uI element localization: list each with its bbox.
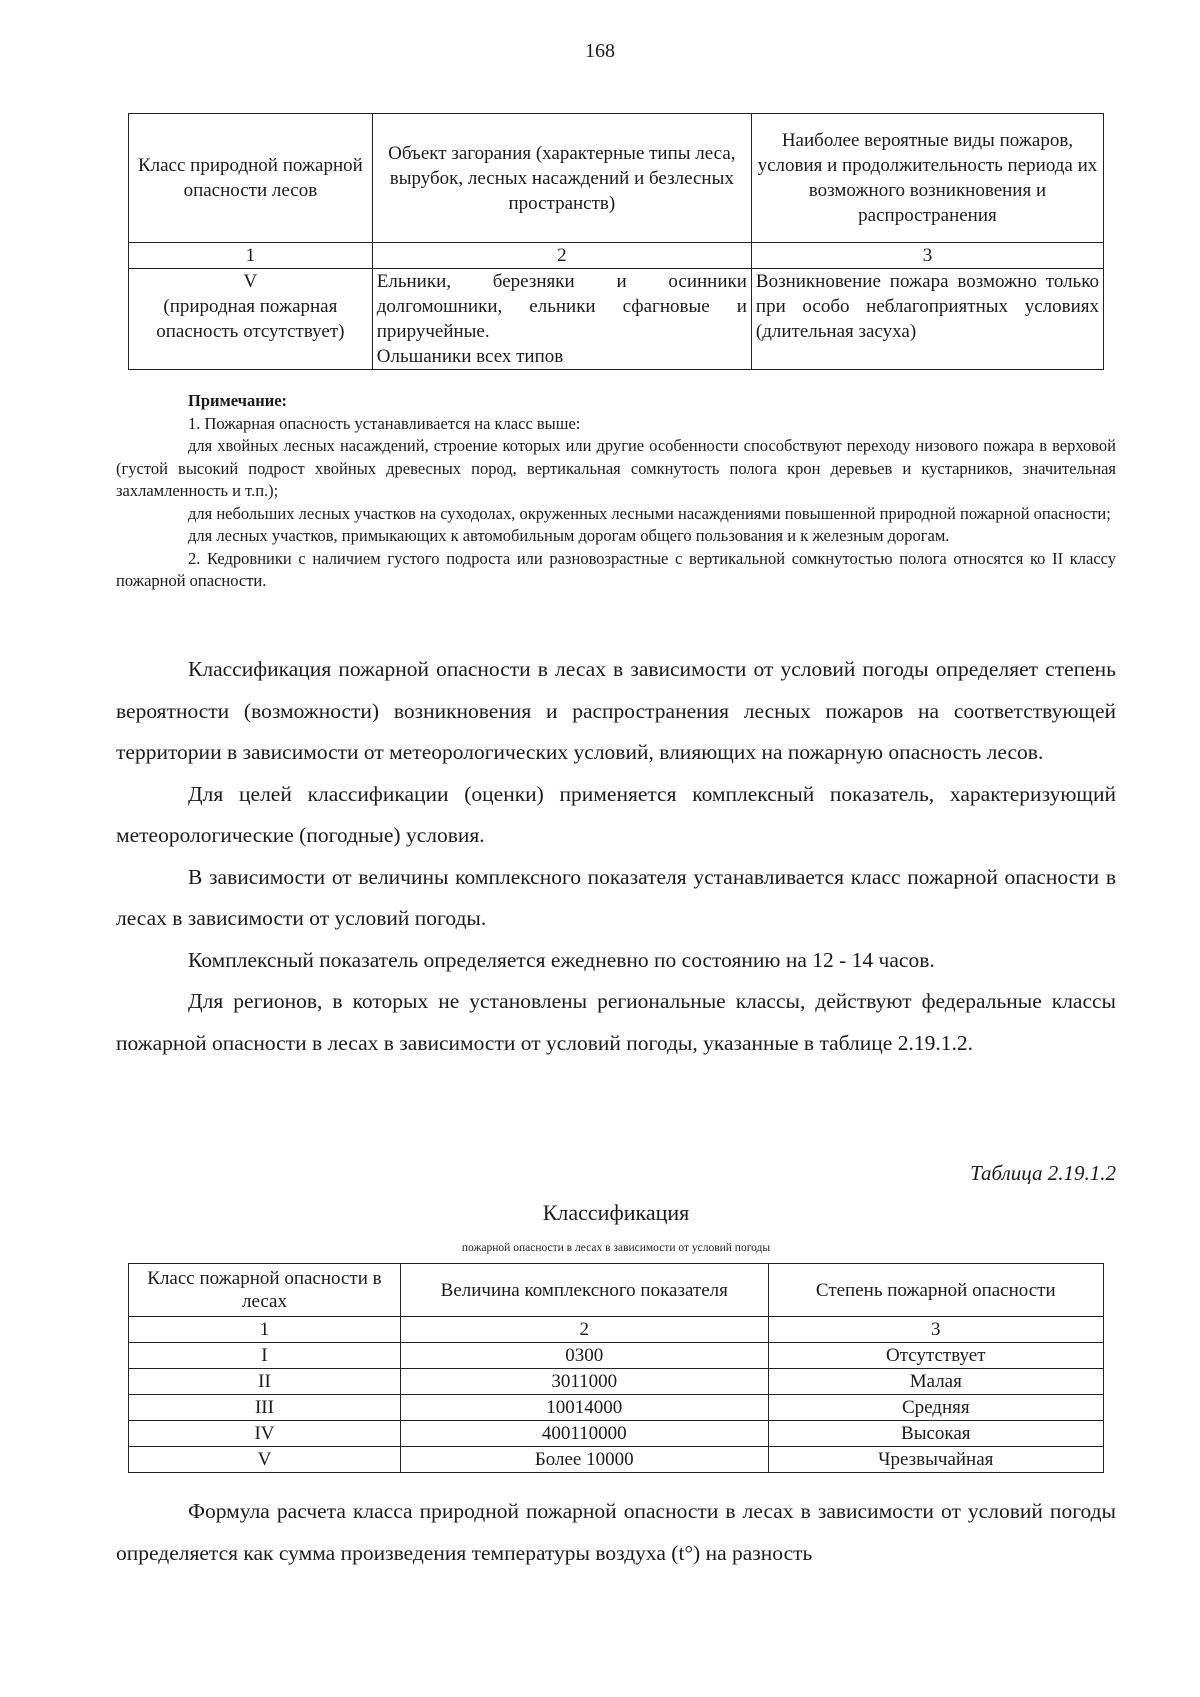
- table-caption: Таблица 2.19.1.2: [970, 1161, 1116, 1185]
- table-row: [129, 269, 1104, 370]
- table-row: [129, 1421, 1104, 1447]
- header-cell: Класс пожарной опасности в лесах: [129, 1264, 401, 1317]
- class-cell: IV: [129, 1421, 401, 1447]
- conditions-cell: Возникновение пожара возможно только при особо неблагоприятных условиях (длительная засуха): [751, 269, 1103, 370]
- column-number: 1: [129, 243, 373, 269]
- column-number: 2: [372, 243, 751, 269]
- class-numeral: V: [243, 271, 258, 292]
- paragraph: Для регионов, в которых не установлены региональные классы, действуют федеральные классы пожарной опасности в лесах в зависимости от условий погоды, указанные в таблице 2.19.1.2.: [116, 989, 1116, 1055]
- table-number-row: [129, 1317, 1104, 1343]
- value-cell: 3011000: [400, 1369, 768, 1395]
- weather-fire-class-table: [128, 1263, 1104, 1473]
- note-item: для хвойных лесных насаждений, строение которых или другие особенности способствуют переходу низового пожара в верховой (густой высокий подрост хвойных древесных пород, вертикальная сомкнутость полога крон деревьев и кустарников, значительная захламленность и т.п.);: [116, 436, 1116, 500]
- object-text-2: Ольшаники всех типов: [376, 346, 564, 367]
- degree-cell: Средняя: [768, 1395, 1103, 1421]
- value-cell: Более 10000: [400, 1447, 768, 1473]
- header-cell: Величина комплексного показателя: [400, 1264, 768, 1317]
- column-number: 3: [751, 243, 1103, 269]
- class-description: (природная пожарная опасность отсутствует): [156, 296, 345, 342]
- class-cell: V: [129, 1447, 401, 1473]
- paragraph: Для целей классификации (оценки) применяется комплексный показатель, характеризующий метеорологические (погодные) условия.: [116, 781, 1116, 847]
- value-cell: 10014000: [400, 1395, 768, 1421]
- value-cell: 0300: [400, 1343, 768, 1369]
- paragraph: Классификация пожарной опасности в лесах в зависимости от условий погоды определяет степень вероятности (возможности) возникновения и распространения лесных пожаров на соответствующей территории в зависимости от метеорологических условий, влияющих на пожарную опасность лесов.: [116, 657, 1116, 764]
- fire-class-table: [128, 113, 1104, 370]
- note-title: Примечание:: [188, 391, 288, 410]
- header-cell: Объект загорания (характерные типы леса, вырубок, лесных насаждений и безлесных пространств): [372, 114, 751, 243]
- table-row: [129, 1447, 1104, 1473]
- column-number: 1: [129, 1317, 401, 1343]
- final-text: [116, 1491, 1116, 1574]
- column-number: 3: [768, 1317, 1103, 1343]
- header-cell: Наиболее вероятные виды пожаров, условия и продолжительность периода их возможного возникновения и распространения: [751, 114, 1103, 243]
- table-row: [129, 1369, 1104, 1395]
- note-item: 2. Кедровники с наличием густого подроста или разновозрастные с вертикальной сомкнутостью полога относятся ко II классу пожарной опасности.: [116, 548, 1116, 590]
- table-header-row: [129, 114, 1104, 243]
- table-title: Классификация: [542, 1200, 690, 1225]
- table-header-row: [129, 1264, 1104, 1317]
- object-text: Ельники, березняки и осинники долгомошники, ельники сфагновые и приручейные.: [376, 271, 747, 342]
- class-cell: [129, 269, 373, 370]
- header-cell: Степень пожарной опасности: [768, 1264, 1103, 1317]
- table-subtitle: пожарной опасности в лесах в зависимости от условий погоды: [461, 1242, 771, 1254]
- object-cell: [372, 269, 751, 370]
- class-cell: III: [129, 1395, 401, 1421]
- table-row: [129, 1343, 1104, 1369]
- table-number-row: [129, 243, 1104, 269]
- degree-cell: Отсутствует: [768, 1343, 1103, 1369]
- column-number: 2: [400, 1317, 768, 1343]
- body-text: [116, 649, 1116, 1064]
- degree-cell: Высокая: [768, 1421, 1103, 1447]
- degree-cell: Чрезвычайная: [768, 1447, 1103, 1473]
- header-cell: Класс природной пожарной опасности лесов: [129, 114, 373, 243]
- table-row: [129, 1395, 1104, 1421]
- page-number: 168: [585, 40, 615, 62]
- degree-cell: Малая: [768, 1369, 1103, 1395]
- note-block: [116, 390, 1116, 593]
- paragraph: Формула расчета класса природной пожарной опасности в лесах в зависимости от условий погоды определяется как сумма произведения температуры воздуха (t°) на разность: [116, 1499, 1116, 1565]
- note-item: 1. Пожарная опасность устанавливается на класс выше:: [188, 413, 581, 433]
- paragraph: В зависимости от величины комплексного показателя устанавливается класс пожарной опасности в лесах в зависимости от условий погоды.: [116, 864, 1116, 930]
- class-cell: II: [129, 1369, 401, 1395]
- value-cell: 400110000: [400, 1421, 768, 1447]
- class-cell: I: [129, 1343, 401, 1369]
- paragraph: Комплексный показатель определяется ежедневно по состоянию на 12 - 14 часов.: [188, 947, 935, 972]
- note-item: для небольших лесных участков на суходолах, окруженных лесными насаждениями повышенной природной пожарной опасности;: [188, 503, 1111, 523]
- note-item: для лесных участков, примыкающих к автомобильным дорогам общего пользования и к железным дорогам.: [188, 526, 950, 545]
